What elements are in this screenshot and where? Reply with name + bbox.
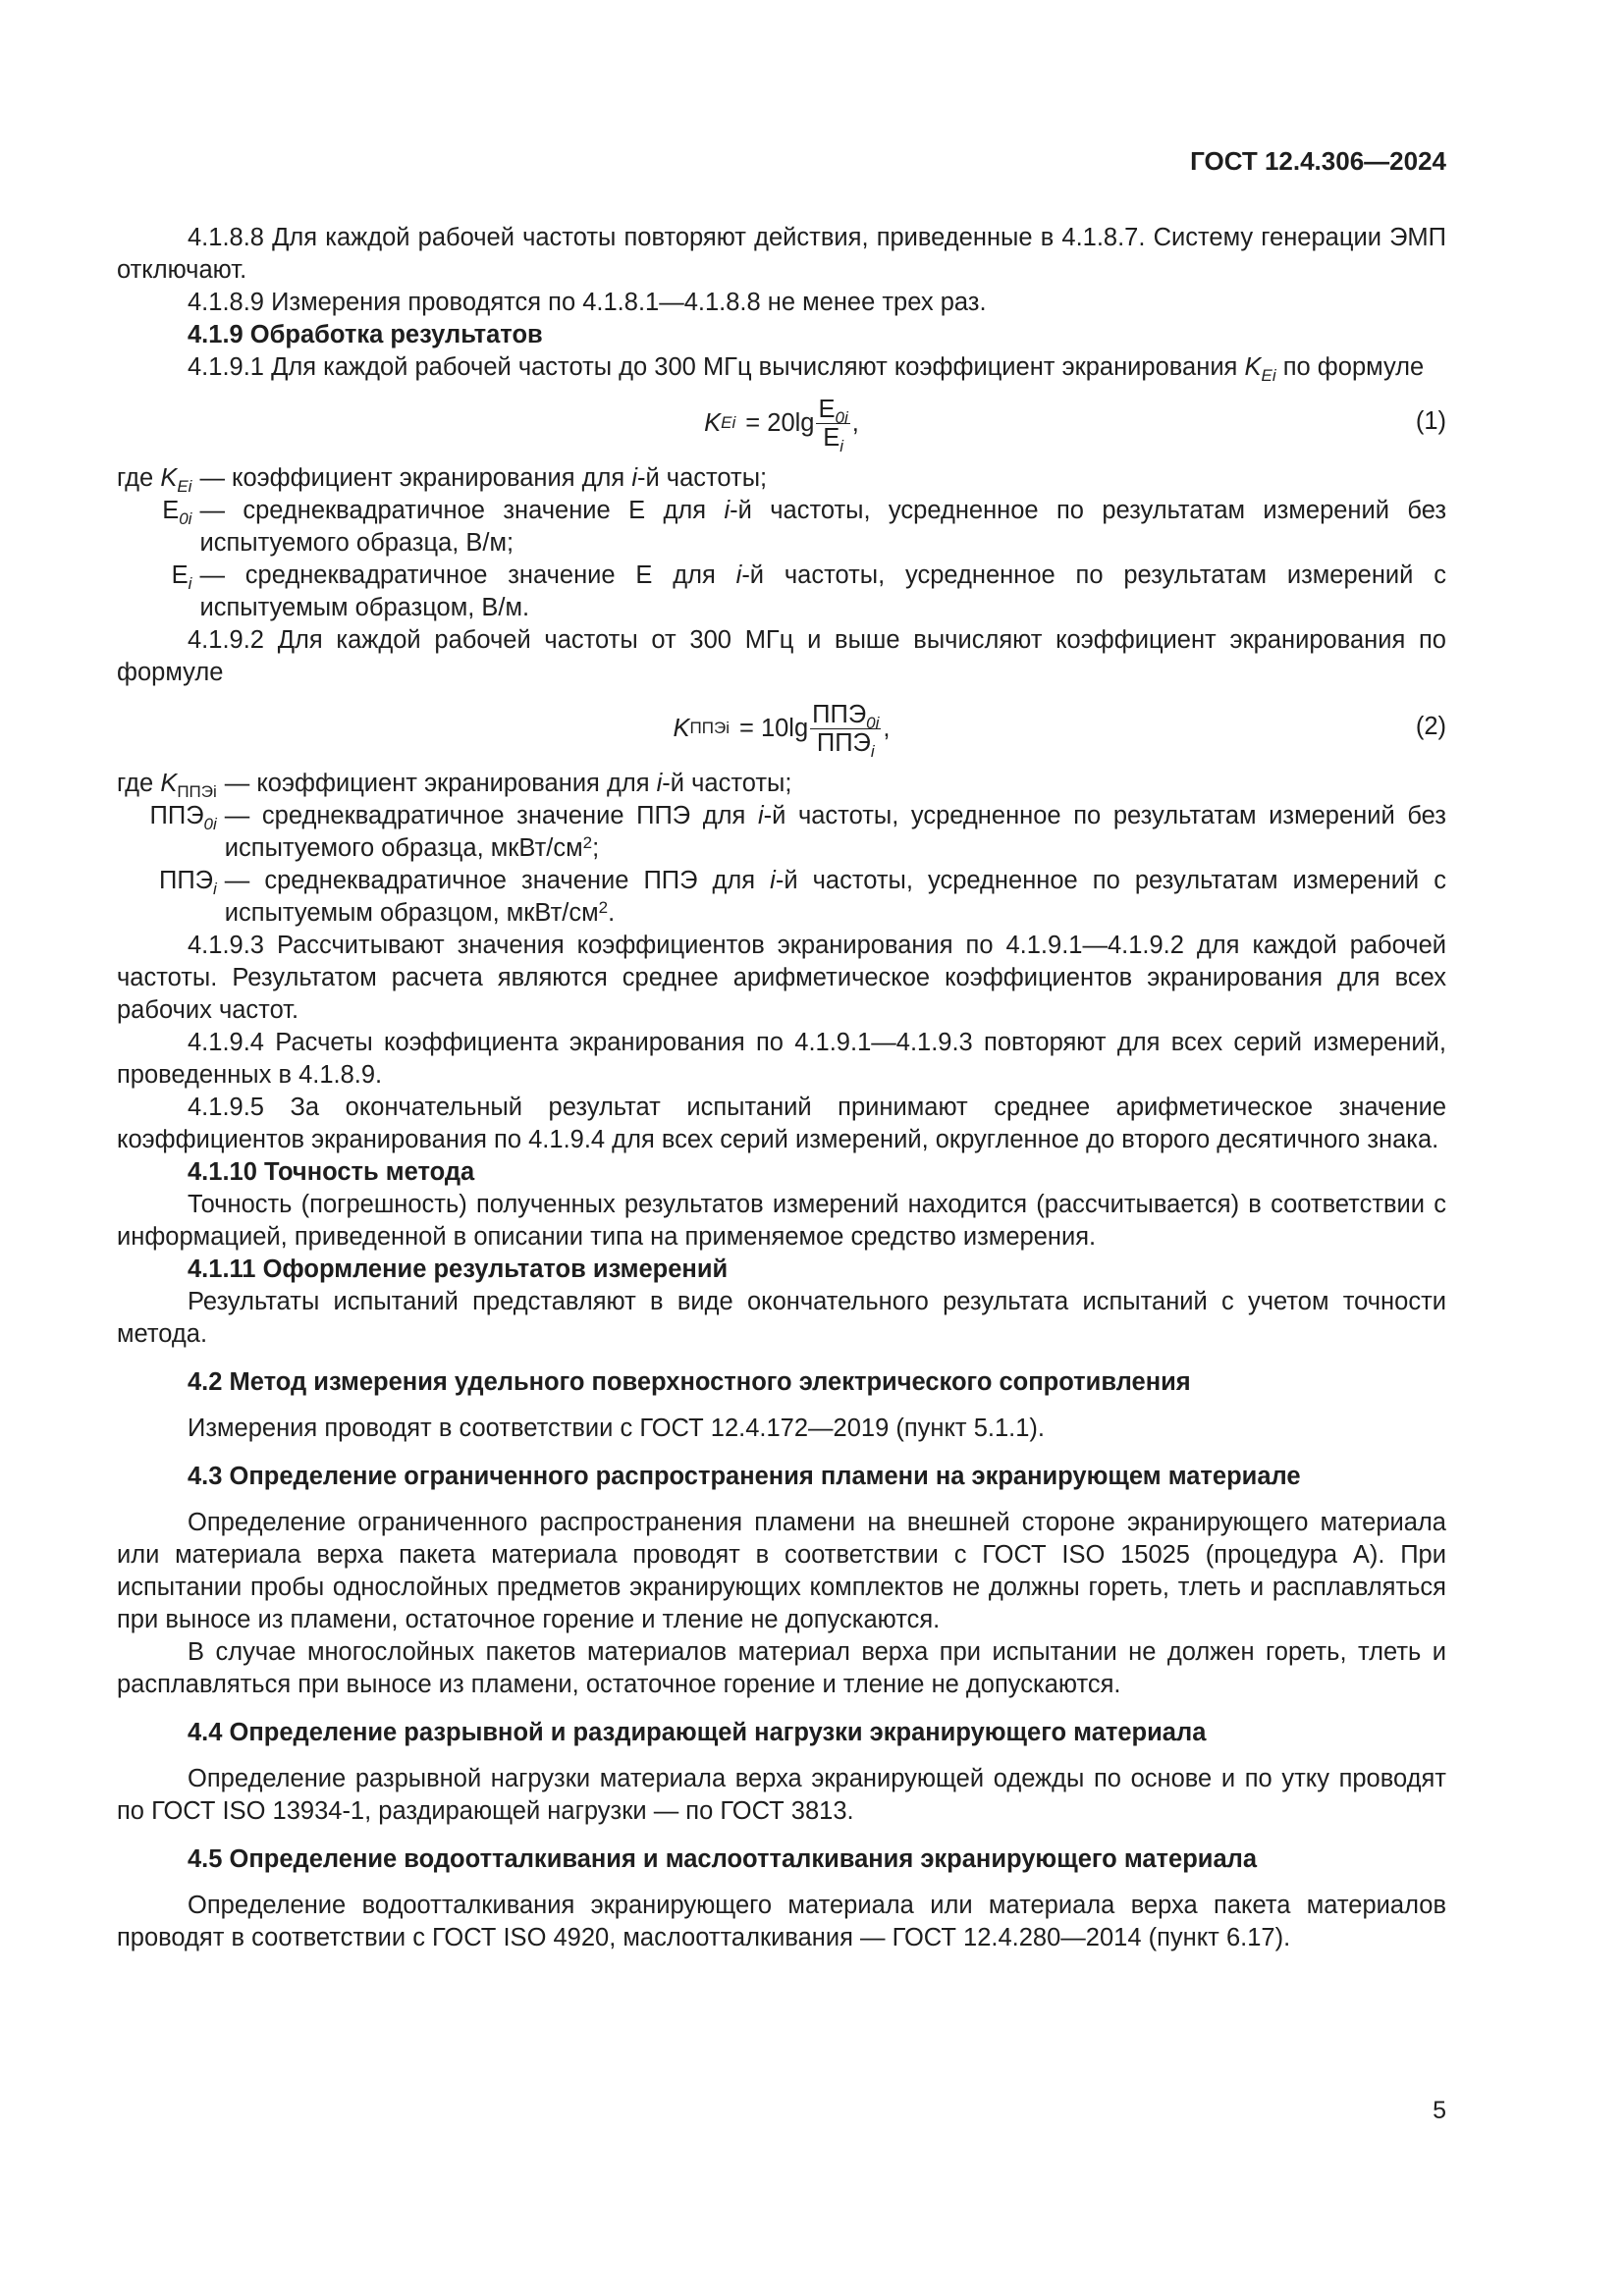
formula-1-numerator: $E_{0i}$ xyxy=(818,395,848,427)
formula-1-denominator: $E_i$ xyxy=(823,423,843,455)
formula-1-fraction xyxy=(816,395,849,455)
paragraph-4-1-9-1-text: 4.1.9.1 Для каждой рабочей частоты до 300 МГц вычисляют коэффициент экранирования xyxy=(188,353,1238,381)
heading-4-1-11: 4.1.11 Оформление результатов измерений xyxy=(188,1255,729,1283)
paragraph-4-3-b: В случае многослойных пакетов материалов материал верха при испытании не должен гореть, тлеть и расплавляться при выносе из пламени, остаточное горение и тление не допускаются. xyxy=(117,1638,1446,1698)
paragraph-4-3-a: Определение ограниченного распространения пламени на внешней стороне экранирующего материала или материала верха пакета материала проводят в соответствии с ГОСТ ISO 15025 (процедура А). При испытании пробы однослойных предметов экранирующих комплектов не должны гореть, тлеть и расплавляться при выносе из пламени, остаточное горение и тление не допускаются. xyxy=(117,1509,1446,1633)
page-content xyxy=(117,222,1446,1954)
heading-4-4: 4.4 Определение разрывной и раздирающей нагрузки экранирующего материала xyxy=(188,1719,1207,1746)
paragraph-4-1-9-2: 4.1.9.2 Для каждой рабочей частоты от 300 МГц и выше вычисляют коэффициент экранирования по формуле xyxy=(117,626,1446,686)
symbol-k: K xyxy=(1244,353,1262,381)
formula-2-eq: = 10lg xyxy=(738,714,809,742)
definition-text: — коэффициент экранирования для i-й частоты; xyxy=(224,770,792,797)
formula-2-denominator: $ППЭ_i$ xyxy=(816,728,875,761)
paragraph-4-1-8-9: 4.1.8.9 Измерения проводятся по 4.1.8.1—4.1.8.8 не менее трех раз. xyxy=(188,289,987,316)
formula-2 xyxy=(117,689,1446,768)
paragraph-4-4: Определение разрывной нагрузки материала верха экранирующей одежды по основе и по утку проводят по ГОСТ ISO 13934-1, раздирающей нагрузки — по ГОСТ 3813. xyxy=(117,1765,1446,1825)
definition-row xyxy=(117,495,1446,560)
definition-symbol: $E_{0i}$ xyxy=(162,497,192,528)
page-number: 5 xyxy=(1433,2097,1446,2124)
heading-4-5: 4.5 Определение водоотталкивания и маслоотталкивания экранирующего материала xyxy=(188,1845,1258,1873)
formula-2-expression: K ППЭi = 10lg $\frac{ППЭ_{0i}}{ППЭ_i}$ , xyxy=(673,700,891,761)
formula-2-k: K xyxy=(673,714,690,742)
definitions-formula-1 xyxy=(117,462,1446,624)
definition-text: — среднеквадратичное значение ППЭ для i-й частоты, усредненное по результатам измерений без испытуемого образца, мкВт/$см^2$; xyxy=(224,802,1446,862)
definition-row xyxy=(117,768,1446,800)
paragraph-4-1-9-4: 4.1.9.4 Расчеты коэффициента экранирования по 4.1.9.1—4.1.9.3 повторяют для всех серий измерений, проведенных в 4.1.8.9. xyxy=(117,1029,1446,1089)
heading-4-3: 4.3 Определение ограниченного распространения пламени на экранирующем материале xyxy=(188,1463,1301,1490)
paragraph-4-1-9-3: 4.1.9.3 Рассчитывают значения коэффициентов экранирования по 4.1.9.1—4.1.9.2 для каждой рабочей частоты. Результатом расчета являются среднее арифметическое коэффициентов экранирования для всех рабочих частот. xyxy=(117,932,1446,1024)
heading-4-1-10: 4.1.10 Точность метода xyxy=(188,1158,475,1186)
paragraph-4-2: Измерения проводят в соответствии с ГОСТ 12.4.172—2019 (пункт 5.1.1). xyxy=(188,1415,1045,1442)
paragraph-4-1-9-1-end: по формуле xyxy=(1282,353,1425,381)
heading-4-2: 4.2 Метод измерения удельного поверхностного электрического сопротивления xyxy=(188,1368,1191,1396)
paragraph-4-1-11: Результаты испытаний представляют в виде окончательного результата испытаний с учетом точности метода. xyxy=(117,1288,1446,1348)
definition-symbol: $E_i$ xyxy=(171,561,192,593)
definition-text: — среднеквадратичное значение Е для i-й частоты, усредненное по результатам измерений с испытуемым образцом, В/м. xyxy=(199,561,1446,621)
definition-symbol: где $K_{Ei}$ xyxy=(117,464,192,496)
symbol-sub-ei: Ei xyxy=(1261,366,1276,385)
definition-row xyxy=(117,865,1446,930)
formula-1-k: K xyxy=(704,408,722,437)
formula-1-number: (1) xyxy=(1415,407,1446,435)
formula-2-comma: , xyxy=(883,714,891,742)
definition-text: — коэффициент экранирования для i-й частоты; xyxy=(199,464,768,492)
formula-1-eq: = 20lg xyxy=(745,408,815,437)
paragraph-4-1-9-1 xyxy=(117,351,1446,384)
paragraph-4-5: Определение водоотталкивания экранирующего материала или материала верха пакета материалов проводят в соответствии с ГОСТ ISO 4920, маслоотталкивания — ГОСТ 12.4.280—2014 (пункт 6.17). xyxy=(117,1892,1446,1951)
heading-4-1-9: 4.1.9 Обработка результатов xyxy=(188,321,543,348)
paragraph-4-1-10: Точность (погрешность) полученных результатов измерений находится (рассчитывается) в соответствии с информацией, приведенной в описании типа на применяемое средство измерения. xyxy=(117,1191,1446,1251)
definitions-formula-2 xyxy=(117,768,1446,930)
formula-2-number: (2) xyxy=(1415,713,1446,740)
paragraph-4-1-9-5: 4.1.9.5 За окончательный результат испытаний принимают среднее арифметическое значение коэффициентов экранирования по 4.1.9.4 для всех серий измерений, округленное до второго десятичного знака. xyxy=(117,1094,1446,1153)
definition-symbol: $ППЭ_i$ xyxy=(159,867,217,898)
definition-text: — среднеквадратичное значение ППЭ для i-й частоты, усредненное по результатам измерений с испытуемым образцом, мкВт/$см^2$. xyxy=(224,867,1446,927)
definition-row xyxy=(117,800,1446,865)
definition-row xyxy=(117,462,1446,495)
formula-1 xyxy=(117,384,1446,462)
definition-symbol: $ППЭ_{0i}$ xyxy=(149,802,217,833)
formula-1-comma: , xyxy=(851,408,859,437)
formula-2-fraction xyxy=(810,700,881,761)
formula-1-expression: K Ei = 20lg $\frac{E_{0i}}{E_i}$ , xyxy=(704,395,859,455)
definition-symbol: где $K_{ППЭi}$ xyxy=(117,770,217,801)
definition-text: — среднеквадратичное значение Е для i-й частоты, усредненное по результатам измерений без испытуемого образца, В/м; xyxy=(199,497,1447,557)
paragraph-4-1-8-8: 4.1.8.8 Для каждой рабочей частоты повторяют действия, приведенные в 4.1.8.7. Систему генерации ЭМП отключают. xyxy=(117,224,1446,284)
document-number: ГОСТ 12.4.306—2024 xyxy=(1190,146,1446,176)
definition-row xyxy=(117,560,1446,624)
formula-2-numerator: $ППЭ_{0i}$ xyxy=(812,700,880,732)
